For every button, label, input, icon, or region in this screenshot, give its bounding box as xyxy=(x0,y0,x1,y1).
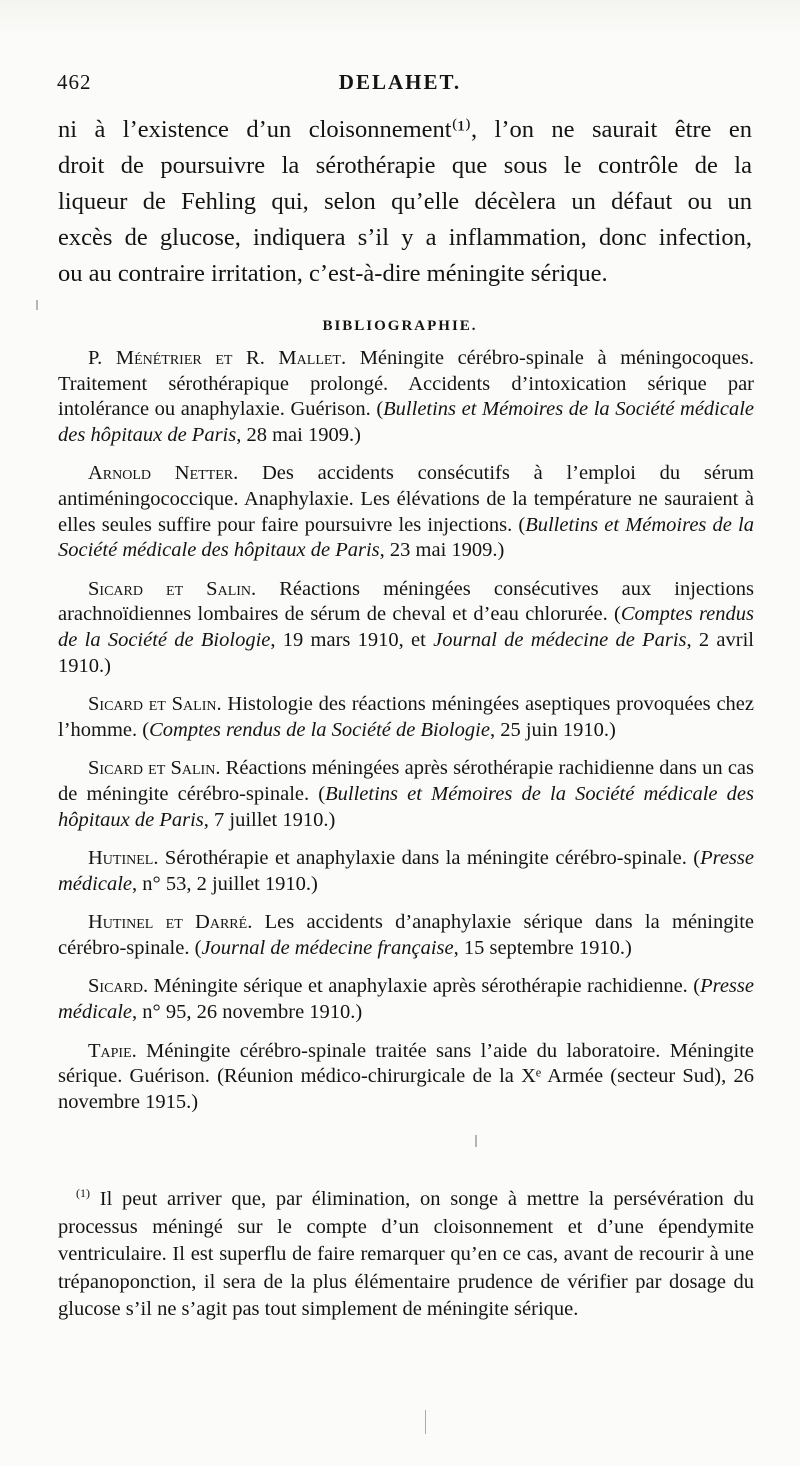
bibliography-entry xyxy=(58,756,754,833)
main-text-line: liqueur de Fehling qui, selon qu’elle décèlera un défaut ou un xyxy=(58,188,752,215)
entry-text: Des accidents consécutifs à l’emploi du sérum antiméningococcique. Anaphylaxie. Les élévations de la température ne sauraient à elles seules suffire pour faire poursuivre les injections. xyxy=(58,462,754,536)
page-number: 462 xyxy=(57,70,92,94)
bibliography-entry xyxy=(58,577,754,679)
entry-authors: Hutinel. xyxy=(88,847,159,870)
entry-source: Journal de médecine française xyxy=(201,936,454,959)
entry-ref-open: ( xyxy=(142,718,150,741)
main-text-line: excès de glucose, indiquera s’il y a inflammation, donc infection, xyxy=(58,224,752,251)
entry-ref-open: ( xyxy=(318,782,326,805)
scan-speck xyxy=(475,1135,477,1147)
entry-authors: Hutinel et Darré. xyxy=(88,911,253,934)
entry-source: Comptes rendus de la Société de Biologie xyxy=(149,718,490,741)
bibliography-entry xyxy=(58,910,754,961)
entry-date: , 28 mai 1909.) xyxy=(236,423,361,446)
entry-ref-open: ( xyxy=(614,603,621,626)
main-text-block xyxy=(58,112,752,292)
entry-text: Sérothérapie et anaphylaxie dans la méningite cérébro-spinale. xyxy=(158,847,694,870)
entry-ref-open: ( xyxy=(518,513,526,536)
bibliography-entry xyxy=(58,461,754,563)
entry-text: Réactions méningées consécutives aux injections arachnoïdiennes lombaires de sérum de cheval et d’eau chlorurée. xyxy=(58,577,754,626)
entry-authors: Sicard et Salin. xyxy=(88,757,221,780)
entry-source: Bulletins et Mémoires de la Société médicale des hôpitaux de Paris xyxy=(58,782,754,831)
entry-source-secondary: Journal de médecine de Paris xyxy=(433,628,687,651)
entry-authors: Tapie. xyxy=(88,1039,137,1062)
entry-authors: Sicard. xyxy=(88,975,149,998)
entry-date: , 15 septembre 1910.) xyxy=(453,936,632,959)
footnote-marker: (1) xyxy=(76,1186,90,1200)
entry-date: , 19 mars 1910, et xyxy=(270,628,434,651)
scan-speck xyxy=(36,300,38,310)
bibliography-list xyxy=(58,346,754,1128)
entry-ref-open: ( xyxy=(693,975,701,998)
page-header xyxy=(57,70,743,100)
entry-text: Méningite cérébro-spinale à méningocoques. Traitement sérothérapique prolongé. Accidents d’intoxication sérique par intolérance ou anaphylaxie. Guérison. xyxy=(58,347,754,421)
entry-authors: Arnold Netter. xyxy=(88,462,239,485)
footnote-text: Il peut arriver que, par élimination, on songe à mettre la persévération du processus méningé sur le compte d’un cloisonnement et d’une épendymite ventriculaire. Il est superflu de faire remarquer qu’en ce cas, avant de recourir à une trépanoponction, il sera de la plus élémentaire prudence de vérifier par dosage du glucose s’il ne s’agit pas tout simplement de méningite sérique. xyxy=(58,1188,754,1320)
footnote xyxy=(58,1180,754,1324)
entry-date: , 23 mai 1909.) xyxy=(379,539,505,562)
entry-ref-open: ( xyxy=(693,847,701,870)
bibliography-entry xyxy=(58,692,754,743)
main-text-line: ou au contraire irritation, c’est-à-dire méningite sérique. xyxy=(58,260,608,287)
entry-authors: Sicard et Salin. xyxy=(88,693,222,716)
entry-ref-open: ( xyxy=(194,936,202,959)
scan-speck xyxy=(425,1410,426,1434)
entry-authors: P. Ménétrier et R. Mallet. xyxy=(88,347,347,369)
bibliography-entry xyxy=(58,974,754,1025)
entry-text: Les accidents d’anaphylaxie sérique dans la méningite cérébro-spinale. xyxy=(58,911,754,959)
bibliography-entry xyxy=(58,1039,754,1116)
entry-date: , 25 juin 1910.) xyxy=(489,718,616,741)
entry-text: Méningite cérébro-spinale traitée sans l’aide du laboratoire. Méningite sérique. Guérison. (Réunion médico-chirurgicale de la Xᵉ Armée (secteur Sud), 26 novembre 1915.) xyxy=(58,1039,754,1113)
entry-date: , 7 juillet 1910.) xyxy=(203,808,336,831)
bibliography-entry xyxy=(58,846,754,897)
entry-text: Histologie des réactions méningées aseptiques provoquées chez l’homme. xyxy=(58,693,754,741)
main-text-line: ni à l’existence d’un cloisonnement⁽¹⁾, l’on ne saurait être en xyxy=(58,116,752,143)
entry-text: Réactions méningées après sérothérapie rachidienne dans un cas de méningite cérébro-spinale. xyxy=(58,757,754,805)
main-text-line: droit de poursuivre la sérothérapie que sous le contrôle de la xyxy=(58,152,752,179)
entry-source: Bulletins et Mémoires de la Société médicale des hôpitaux de Paris xyxy=(58,513,754,562)
entry-date-secondary: , 2 avril 1910.) xyxy=(58,628,754,677)
entry-source: Presse médicale xyxy=(58,847,754,895)
entry-source: Comptes rendus de la Société de Biologie xyxy=(58,603,754,651)
entry-text: Méningite sérique et anaphylaxie après sérothérapie rachidienne. xyxy=(148,975,694,998)
entry-authors: Sicard et Salin. xyxy=(88,577,257,600)
running-head: DELAHET. xyxy=(338,70,462,94)
entry-date: , n° 95, 26 novembre 1910.) xyxy=(132,1001,363,1024)
bibliography-entry xyxy=(58,346,754,448)
bibliography-heading: BIBLIOGRAPHIE. xyxy=(322,318,478,334)
entry-date: , n° 53, 2 juillet 1910.) xyxy=(132,872,318,895)
entry-source: Bulletins et Mémoires de la Société médicale des hôpitaux de Paris xyxy=(58,398,755,446)
entry-ref-open: ( xyxy=(376,398,384,421)
entry-source: Presse médicale xyxy=(58,975,754,1024)
